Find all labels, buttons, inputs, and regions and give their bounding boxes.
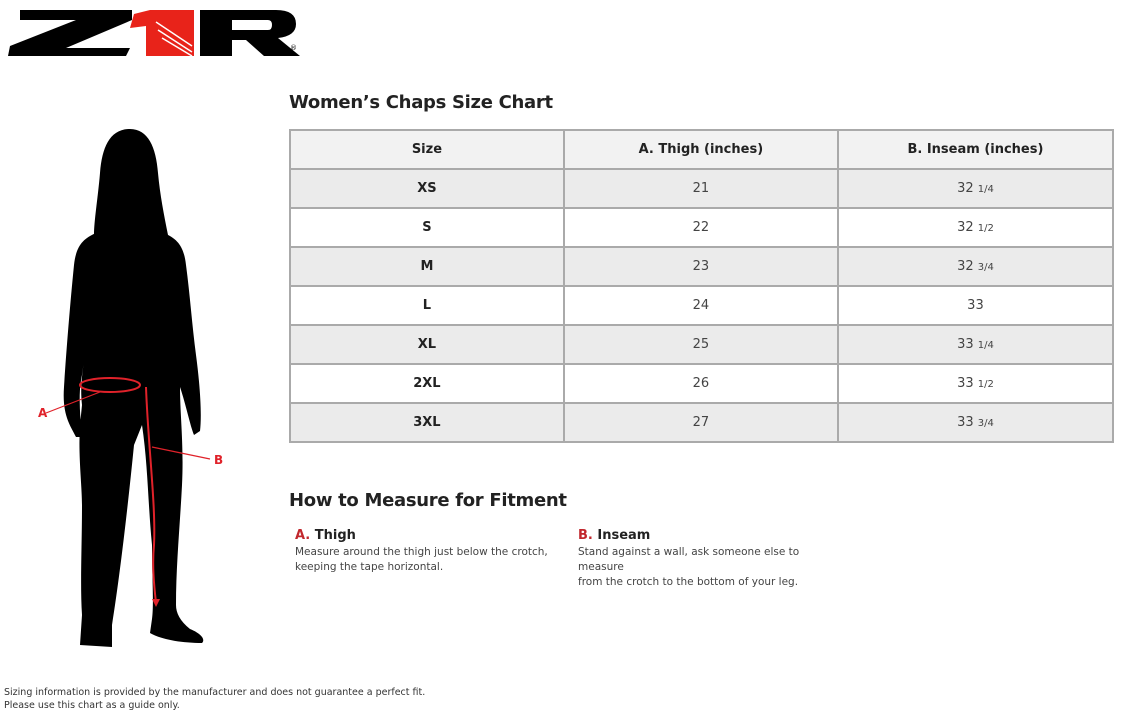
svg-text:®: ® xyxy=(290,44,297,52)
header-inseam: B. Inseam (inches) xyxy=(838,130,1113,169)
size-cell: 2XL xyxy=(290,364,564,403)
z1r-logo xyxy=(6,6,302,60)
measure-thigh xyxy=(295,528,555,575)
measure-heading: A. Thigh xyxy=(295,528,356,543)
disclaimer: Sizing information is provided by the manufacturer and does not guarantee a perfect fit. Please use this chart as a guide only. xyxy=(4,687,426,711)
size-chart-title: Women’s Chaps Size Chart xyxy=(289,92,553,113)
measure-heading: B. Inseam xyxy=(578,528,651,543)
inseam-cell: 33 1/4 xyxy=(838,325,1113,364)
thigh-cell: 23 xyxy=(564,247,838,286)
measure-inseam xyxy=(578,528,838,590)
table-row xyxy=(290,325,1113,364)
body-silhouette-figure xyxy=(30,125,230,655)
inseam-cell: 32 3/4 xyxy=(838,247,1113,286)
size-cell: L xyxy=(290,286,564,325)
thigh-cell: 24 xyxy=(564,286,838,325)
size-cell: 3XL xyxy=(290,403,564,442)
table-row xyxy=(290,247,1113,286)
measure-description: Stand against a wall, ask someone else to measure from the crotch to the bottom of your leg. xyxy=(578,546,800,588)
inseam-cell: 33 xyxy=(838,286,1113,325)
thigh-cell: 26 xyxy=(564,364,838,403)
size-cell: M xyxy=(290,247,564,286)
how-to-measure-title: How to Measure for Fitment xyxy=(289,490,567,511)
measure-description: Measure around the thigh just below the crotch, keeping the tape horizontal. xyxy=(295,546,548,573)
size-cell: XL xyxy=(290,325,564,364)
inseam-cell: 32 1/2 xyxy=(838,208,1113,247)
table-header-row xyxy=(290,130,1113,169)
table-row xyxy=(290,208,1113,247)
thigh-cell: 22 xyxy=(564,208,838,247)
thigh-cell: 27 xyxy=(564,403,838,442)
svg-text:B: B xyxy=(214,453,224,467)
svg-text:A: A xyxy=(38,406,48,420)
thigh-cell: 25 xyxy=(564,325,838,364)
size-chart-table xyxy=(289,129,1114,443)
table-row xyxy=(290,403,1113,442)
inseam-cell: 33 3/4 xyxy=(838,403,1113,442)
header-size: Size xyxy=(290,130,564,169)
size-cell: XS xyxy=(290,169,564,208)
size-cell: S xyxy=(290,208,564,247)
table-row xyxy=(290,169,1113,208)
thigh-cell: 21 xyxy=(564,169,838,208)
table-row xyxy=(290,286,1113,325)
header-thigh: A. Thigh (inches) xyxy=(564,130,838,169)
inseam-cell: 33 1/2 xyxy=(838,364,1113,403)
table-row xyxy=(290,364,1113,403)
inseam-cell: 32 1/4 xyxy=(838,169,1113,208)
